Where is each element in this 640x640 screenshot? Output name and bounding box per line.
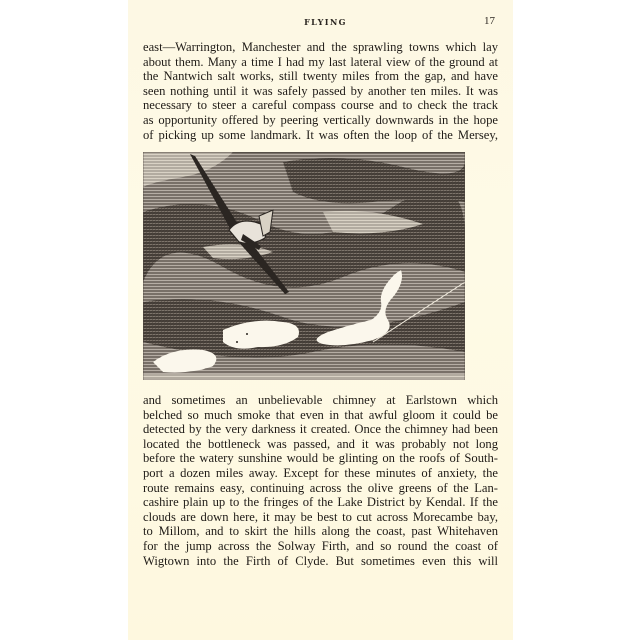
text-line: located the bottleneck was passed, and it was probably not long bbox=[143, 436, 498, 451]
text-line: clouds are down here, it may be best to cut across Morecambe bay, bbox=[143, 509, 498, 524]
text-line: port a dozen miles away. Except for these minutes of anxiety, the bbox=[143, 465, 498, 480]
text-line: for the jump across the Solway Firth, and so round the coast of bbox=[143, 538, 498, 553]
text-line: about them. Many a time I had my last lateral view of the ground at bbox=[143, 54, 498, 69]
text-line: seen nothing until it was safely passed by another ten miles. It was bbox=[143, 83, 498, 98]
book-page bbox=[128, 0, 513, 640]
page-number: 17 bbox=[484, 15, 495, 27]
text-line: Wigtown into the Firth of Clyde. But sometimes even this will bbox=[143, 553, 498, 568]
running-head bbox=[128, 17, 513, 31]
text-line: and sometimes an unbelievable chimney at Earlstown which bbox=[143, 393, 498, 407]
text-line: of picking up some landmark. It was often the loop of the Mersey, bbox=[143, 127, 498, 142]
text-line: to Millom, and to skirt the hills along the coast, past Whitehaven bbox=[143, 524, 498, 539]
paragraph-1 bbox=[143, 40, 498, 142]
airplane-engraving-icon bbox=[143, 152, 465, 380]
text-line: cashire plain up to the fringes of the Lake District by Kendal. If the bbox=[143, 495, 498, 510]
paragraph-2 bbox=[143, 393, 498, 568]
text-line: belched so much smoke that even in that awful gloom it could be bbox=[143, 407, 498, 422]
text-line: before the watery sunshine would be glinting on the roofs of South- bbox=[143, 451, 498, 466]
text-line: east—Warrington, Manchester and the sprawling towns which lay bbox=[143, 40, 498, 54]
text-line: route remains easy, continuing across the olive greens of the Lan- bbox=[143, 480, 498, 495]
text-line: detected by the very darkness it created. Once the chimney had been bbox=[143, 422, 498, 437]
text-line: necessary to steer a careful compass course and to check the track bbox=[143, 98, 498, 113]
running-title: FLYING bbox=[304, 17, 347, 27]
text-line: as opportunity offered by peering vertically downwards in the hope bbox=[143, 112, 498, 127]
airplane-engraving-illustration bbox=[143, 152, 465, 380]
text-line: the Nantwich salt works, still twenty miles from the gap, and have bbox=[143, 69, 498, 84]
